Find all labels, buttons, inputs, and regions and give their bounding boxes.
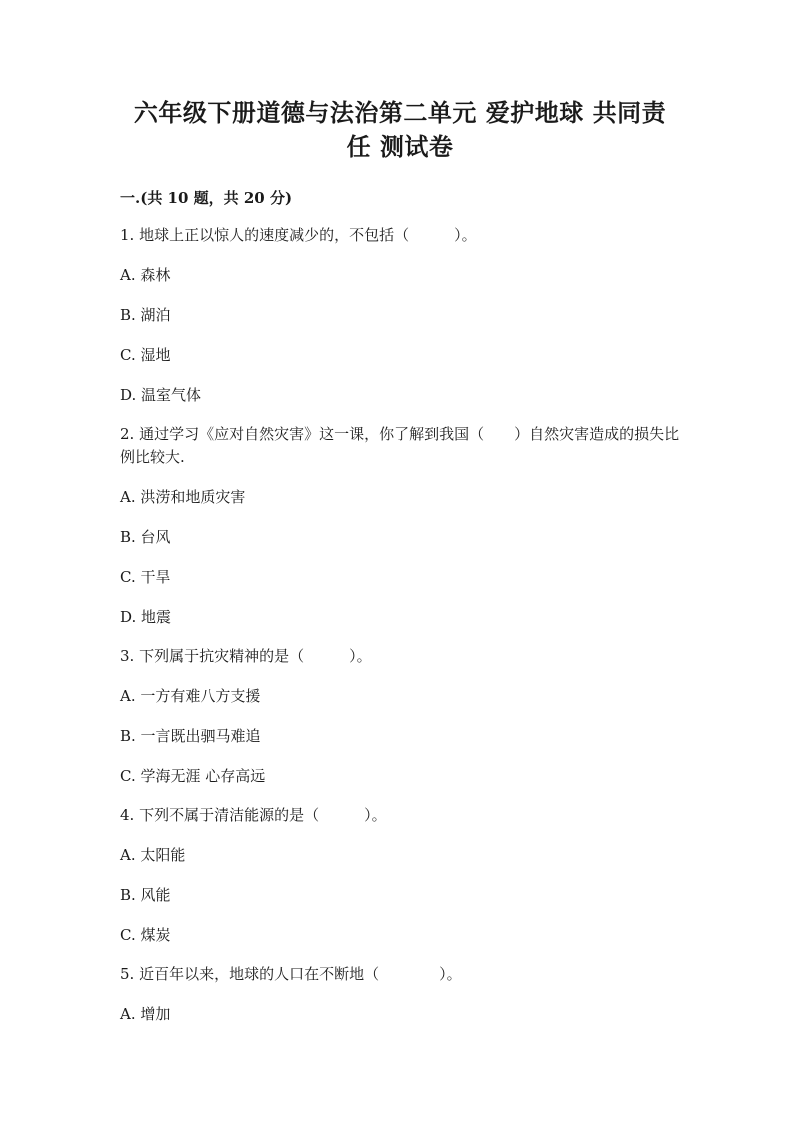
question-5-option-a: A. 增加 [120, 1005, 171, 1023]
question-4-option-b: B. 风能 [120, 886, 171, 904]
question-2-option-c: C. 干旱 [120, 568, 171, 586]
question-4-option-c: C. 煤炭 [120, 926, 171, 944]
question-1-option-d: D. 温室气体 [120, 386, 202, 404]
question-3-option-c: C. 学海无涯 心存高远 [120, 767, 266, 785]
question-2-stem: 2. 通过学习《应对自然灾害》这一课，你了解到我国（ ）自然灾害造成的损失比例比较大. [120, 425, 680, 466]
question-3-option-a: A. 一方有难八方支援 [120, 687, 261, 705]
page-title: 六年级下册道德与法治第二单元 爱护地球 共同责任 测试卷 [133, 98, 667, 161]
question-3-stem: 3. 下列属于抗灾精神的是（ ）。 [120, 647, 372, 665]
question-2-option-a: A. 洪涝和地质灾害 [120, 488, 246, 506]
question-1-option-b: B. 湖泊 [120, 306, 171, 324]
question-3-option-b: B. 一言既出驷马难追 [120, 727, 261, 745]
question-4-stem: 4. 下列不属于清洁能源的是（ ）。 [120, 806, 387, 824]
question-1-option-a: A. 森林 [120, 266, 171, 284]
section-heading: 一.(共 10 题，共 20 分) [120, 189, 293, 207]
question-4-option-a: A. 太阳能 [120, 846, 186, 864]
question-1-stem: 1. 地球上正以惊人的速度减少的，不包括（ ）。 [120, 226, 477, 244]
question-5-stem: 5. 近百年以来，地球的人口在不断地（ ）。 [120, 965, 462, 983]
question-2-option-d: D. 地震 [120, 608, 172, 626]
question-1-option-c: C. 湿地 [120, 346, 171, 364]
question-2-option-b: B. 台风 [120, 528, 171, 546]
